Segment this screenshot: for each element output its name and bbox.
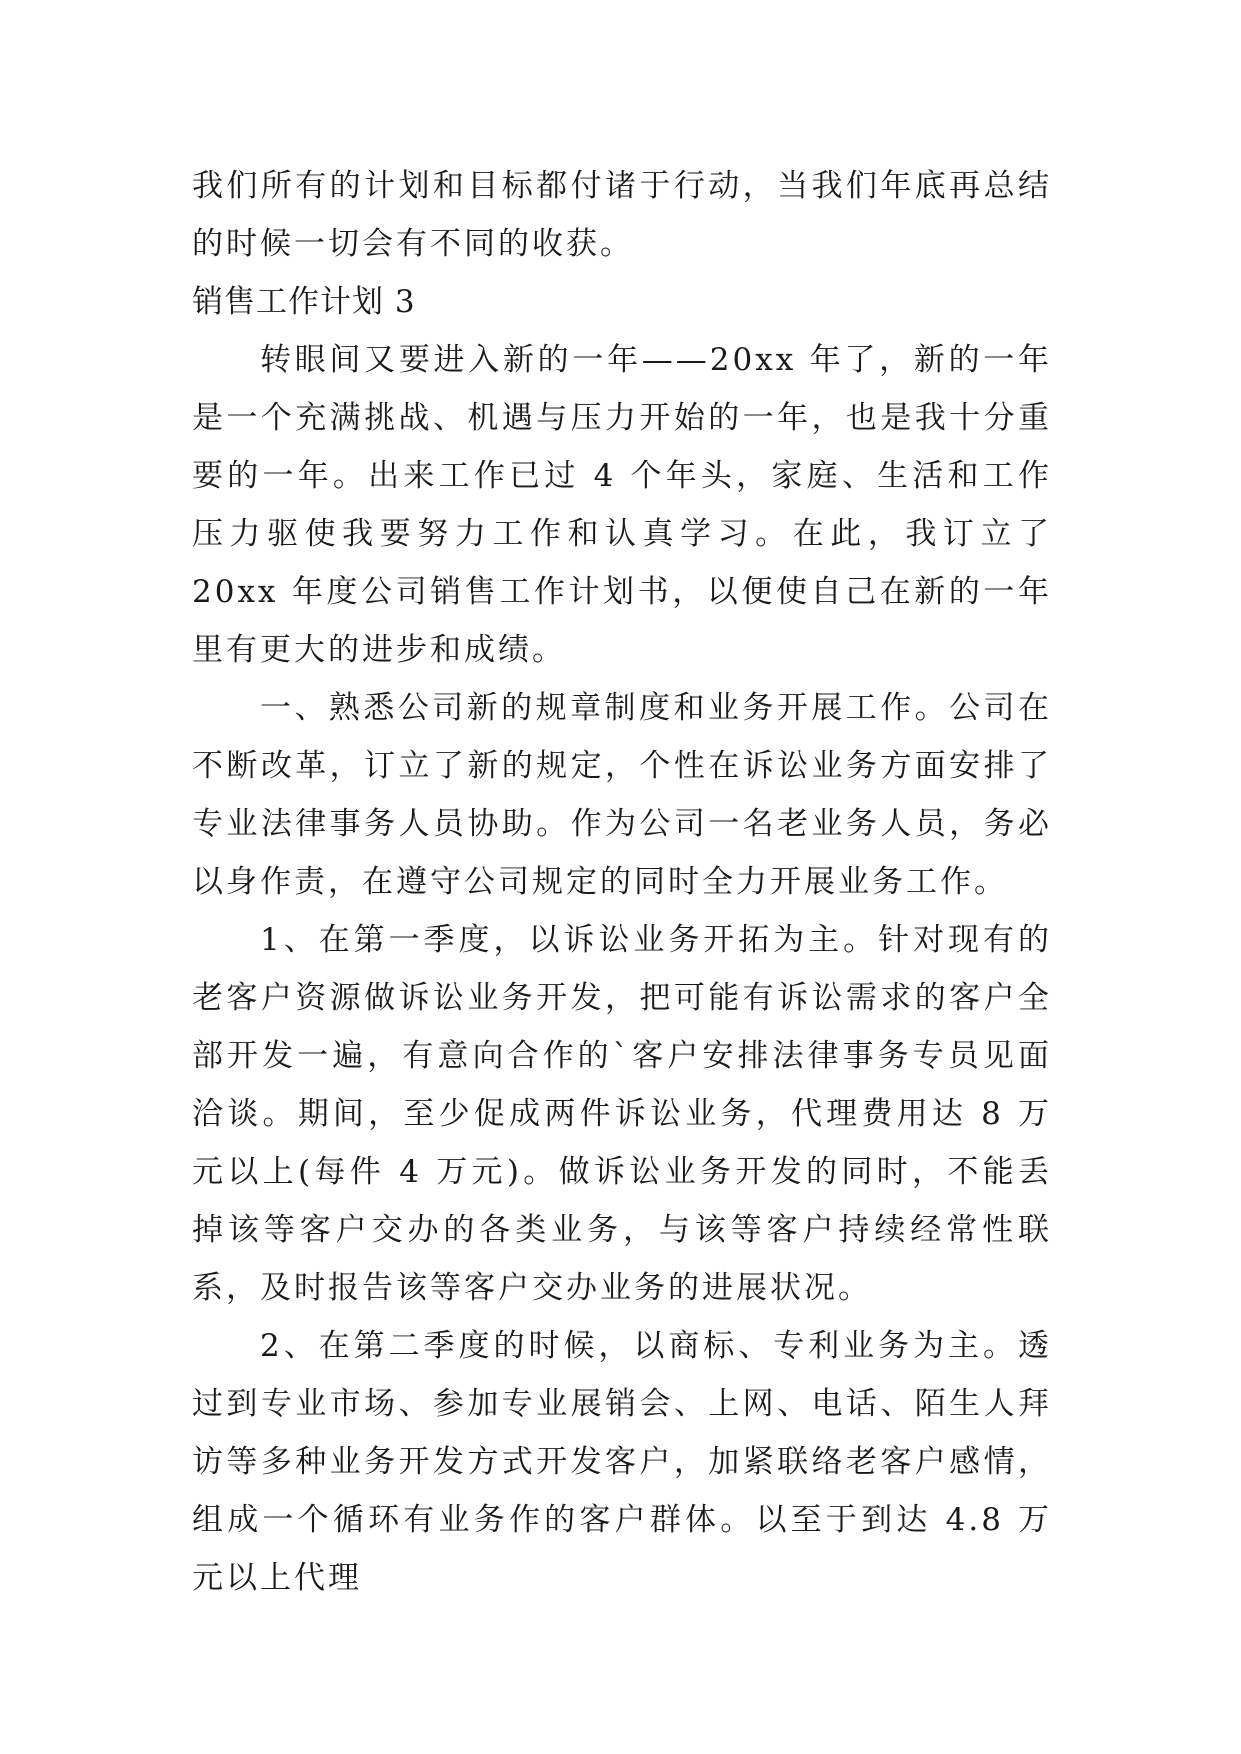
paragraph-continuation: 我们所有的计划和目标都付诸于行动，当我们年底再总结的时候一切会有不同的收获。 <box>192 168 1052 262</box>
document-body <box>192 157 1052 1607</box>
section-heading: 销售工作计划 3 <box>192 284 416 320</box>
paragraph-section-one: 一、熟悉公司新的规章制度和业务开展工作。公司在不断改革，订立了新的规定，个性在诉讼业务方面安排了专业法律事务人员协助。作为公司一名老业务人员，务必以身作责，在遵守公司规定的同时全力开展业务工作。 <box>192 690 1052 900</box>
paragraph-intro: 转眼间又要进入新的一年——20xx 年了，新的一年是一个充满挑战、机遇与压力开始的一年，也是我十分重要的一年。出来工作已过 4 个年头，家庭、生活和工作压力驱使我要努力工作和认真学习。在此，我订立了 20xx 年度公司销售工作计划书，以便使自己在新的一年里有更大的进步和成绩。 <box>192 342 1052 668</box>
paragraph-q2: 2、在第二季度的时候，以商标、专利业务为主。透过到专业市场、参加专业展销会、上网、电话、陌生人拜访等多种业务开发方式开发客户，加紧联络老客户感情，组成一个循环有业务作的客户群体。以至于到达 4.8 万元以上代理 <box>192 1328 1052 1596</box>
paragraph-q1: 1、在第一季度，以诉讼业务开拓为主。针对现有的老客户资源做诉讼业务开发，把可能有诉讼需求的客户全部开发一遍，有意向合作的`客户安排法律事务专员见面洽谈。期间，至少促成两件诉讼业务，代理费用达 8 万元以上(每件 4 万元)。做诉讼业务开发的同时，不能丢掉该等客户交办的各类业务，与该等客户持续经常性联系，及时报告该等客户交办业务的进展状况。 <box>192 922 1052 1306</box>
